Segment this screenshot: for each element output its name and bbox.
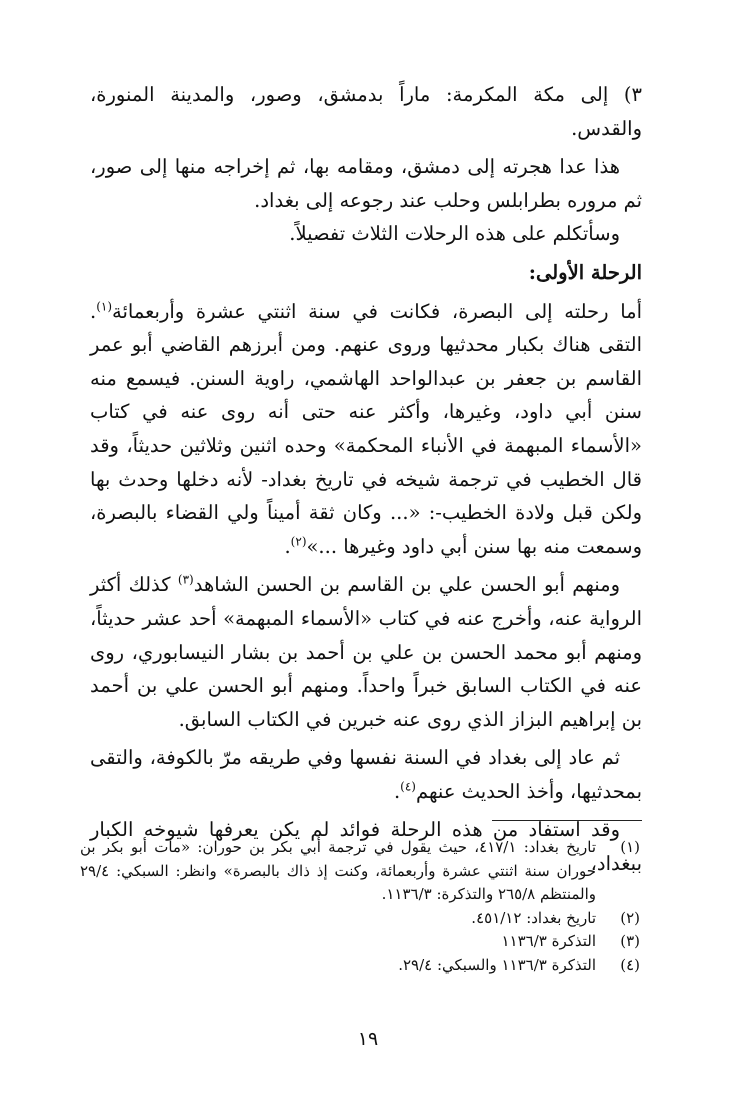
footnote-text: التذكرة ١١٣٦/٣ <box>501 932 596 950</box>
section-heading: الرحلة الأولى: <box>528 260 642 284</box>
footnote-text: تاريخ بغداد: ٤١٧/١، حيث يقول في ترجمة أبي بكر بن حوران: «مات أبو بكر بن حوران سنة اثنتي عشرة وأربعمائة، وكنت إذ ذاك بالبصرة» وانظر: السبكي: ٢٩/٤ والمنتظم ٢٦٥/٨ والتذكرة: ١١٣٦/٣. <box>80 838 596 903</box>
footnote-ref-4: (٤) <box>400 779 416 794</box>
footnote-text: تاريخ بغداد: ٤٥١/١٢. <box>471 908 596 927</box>
paragraph-2: هذا عدا هجرته إلى دمشق، ومقامه بها، ثم إخراجه منها إلى صور، ثم مروره بطرابلس وحلب عند رجوعه إلى بغداد. <box>90 155 642 212</box>
paragraph-5-part-a: ومنهم أبو الحسن علي بن القاسم بن الحسن الشاهد <box>193 573 620 597</box>
footnote-item <box>80 907 640 931</box>
paragraph-1: ٣) إلى مكة المكرمة: ماراً بدمشق، وصور، والمدينة المنورة، والقدس. <box>90 83 642 140</box>
footnote-item <box>80 836 640 907</box>
paragraph-4 <box>90 295 642 564</box>
footnotes <box>80 836 640 977</box>
footnote-number: (٤) <box>620 955 640 974</box>
footnote-ref-3: (٣) <box>177 572 194 587</box>
page-number: ١٩ <box>357 1028 379 1050</box>
paragraph-4-part-b: . التقى هناك بكبار محدثيها وروى عنهم. ومن أبرزهم القاضي أبو عمر القاسم بن جعفر بن عبدالواحد الهاشمي، راوية السنن. فيسمع منه سنن أبي داود، وغيرها، وأكثر عنه حتى أنه روى عنه في كتاب «الأسماء المبهمة في الأنباء المحكمة» وحده اثنين وثلاثين حديثاً، وقد قال الخطيب في ترجمة شيخه في تاريخ بغداد- لأنه دخلها وحدث بها ولكن قبل ولادة الخطيب-: «... وكان ثقة أميناً ولي القضاء بالبصرة، وسمعت منه بها سنن أبي داود وغيرها ...» <box>90 299 642 558</box>
paragraph-4-part-c: . <box>284 534 291 558</box>
paragraph-6-part-b: . <box>393 779 401 803</box>
paragraph-6 <box>90 741 642 808</box>
paragraph-6-part-a: ثم عاد إلى بغداد في السنة نفسها وفي طريقه مرّ بالكوفة، والتقى بمحدثيها، وأخذ الحديث عنهم <box>90 746 642 803</box>
footnote-number: (١) <box>620 838 640 856</box>
paragraph-3: وسأتكلم على هذه الرحلات الثلاث تفصيلاً. <box>289 222 620 246</box>
paragraph-7: وقد استفاد من هذه الرحلة فوائد لم يكن يعرفها شيوخه الكبار ببغداد، <box>90 818 642 876</box>
footnote-item <box>80 954 640 978</box>
main-text <box>90 78 642 881</box>
footnote-divider <box>492 820 642 821</box>
footnote-item <box>80 930 640 954</box>
paragraph-4-part-a: أما رحلته إلى البصرة، فكانت في سنة اثنتي عشرة وأربعمائة <box>112 299 642 323</box>
footnote-number: (٢) <box>620 908 640 927</box>
footnote-ref-2: (٢) <box>290 534 307 549</box>
paragraph-5 <box>90 568 642 736</box>
footnote-text: التذكرة ١١٣٦/٣ والسبكي: ٢٩/٤. <box>398 955 596 974</box>
paragraph-5-part-b: كذلك أكثر الرواية عنه، وأخرج عنه في كتاب «الأسماء المبهمة» أحد عشر حديثاً، ومنهم أبو محمد الحسن بن علي بن أحمد بن بشار النيسابوري، روى عنه في الكتاب السابق خبراً واحداً. ومنهم أبو الحسن علي بن أحمد بن إبراهيم البزاز الذي روى عنه خبرين في الكتاب السابق. <box>90 573 642 731</box>
footnote-ref-1: (١) <box>96 299 113 314</box>
footnote-number: (٣) <box>620 932 640 950</box>
